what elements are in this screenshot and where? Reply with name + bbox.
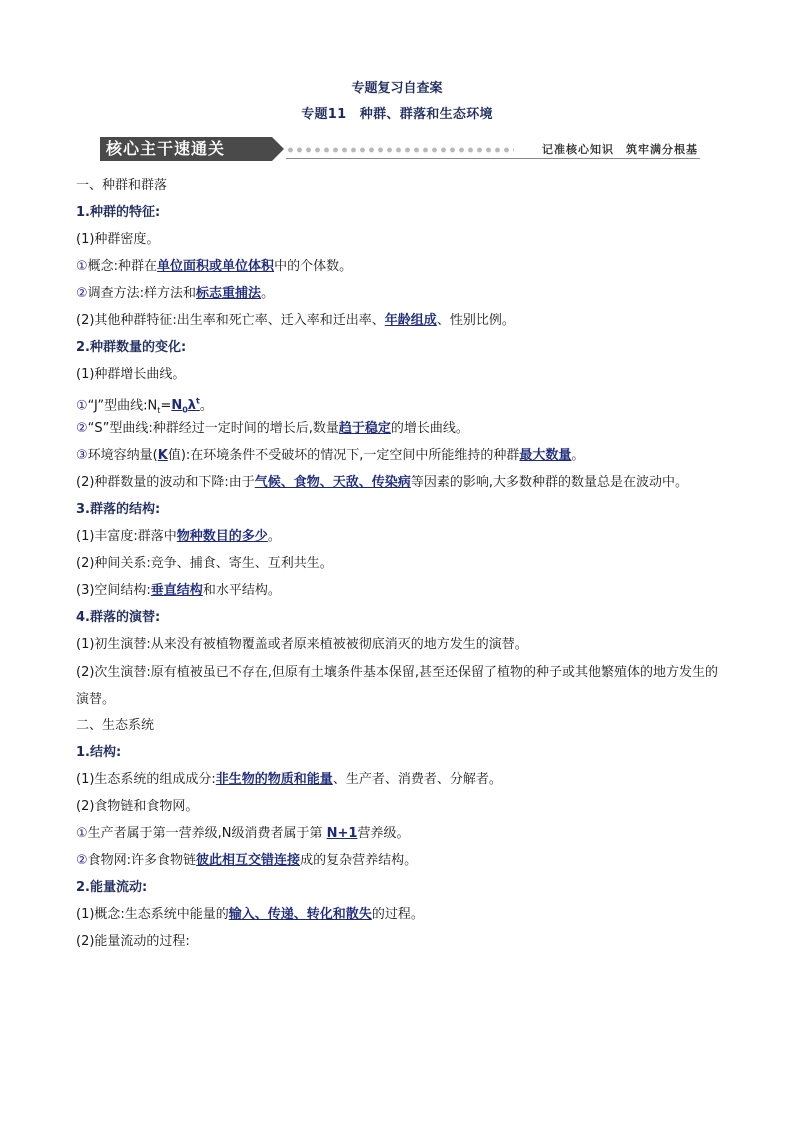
text-segment: (1)概念:生态系统中能量的 — [76, 907, 229, 922]
section-banner — [100, 137, 700, 161]
text-segment: 等因素的影响,大多数种群的数量总是在波动中。 — [410, 475, 688, 490]
answer-blank — [171, 398, 200, 413]
subsection-heading: 4.群落的演替: — [76, 610, 161, 625]
text-line — [76, 473, 726, 500]
text-segment: (2)其他种群特征:出生率和死亡率、迁入率和迁出率、 — [76, 313, 385, 328]
banner-underline — [286, 158, 700, 159]
formula-part: N — [171, 398, 183, 414]
answer-blank: 垂直结构 — [150, 583, 203, 598]
answer-blank: 输入、传递、转化和散失 — [228, 907, 372, 922]
subscript: 0 — [182, 405, 188, 415]
text-line: (2)种间关系:竞争、捕食、寄生、互利共生。 — [76, 556, 333, 571]
text-segment: 、生产者、消费者、分解者。 — [332, 772, 502, 787]
list-marker: ① — [76, 398, 88, 414]
text-segment: (2)种群数量的波动和下降:由于 — [76, 475, 255, 490]
subsection-heading: 2.能量流动: — [76, 880, 148, 895]
page-title: 专题复习自查案 — [351, 81, 443, 96]
banner-slogan: 记准核心知识 筑牢满分根基 — [542, 143, 698, 156]
text-line — [76, 446, 726, 473]
document-body — [76, 176, 726, 959]
text-segment: 的过程。 — [371, 907, 424, 922]
text-segment: “S”型曲线:种群经过一定时间的增长后,数量 — [87, 421, 339, 436]
text-line: (2)次生演替:原有植被虽已不存在,但原有土壤条件基本保留,甚至还保留了植物的种子或其他繁殖体的地方发生的演替。 — [76, 665, 719, 707]
section-heading: 二、生态系统 — [76, 718, 155, 733]
text-line: (2)能量流动的过程: — [76, 934, 190, 949]
list-marker: ② — [76, 286, 88, 301]
text-line — [76, 770, 726, 797]
text-segment: 食物网:许多食物链 — [87, 853, 197, 868]
list-marker: ② — [76, 853, 88, 868]
answer-blank: 气候、食物、天敌、传染病 — [254, 475, 411, 490]
text-line — [76, 905, 726, 932]
text-line — [76, 581, 726, 608]
answer-blank: 彼此相互交错连接 — [196, 853, 301, 868]
text-segment: 的增长曲线。 — [390, 421, 469, 436]
text-segment: = — [160, 398, 172, 414]
answer-blank: 最大数量 — [519, 448, 572, 463]
superscript: t — [196, 397, 200, 406]
text-segment: 生产者属于第一营养级,N级消费者属于第 — [87, 826, 327, 841]
text-segment: 和水平结构。 — [202, 583, 281, 598]
answer-blank: 趋于稳定 — [338, 421, 391, 436]
text-segment: 、性别比例。 — [436, 313, 515, 328]
text-line — [76, 824, 726, 851]
text-segment: 。 — [267, 529, 281, 544]
banner-label: 核心主干速通关 — [100, 137, 272, 161]
text-segment: 环境容纳量( — [87, 448, 158, 463]
text-line: (2)食物链和食物网。 — [76, 799, 199, 814]
text-line — [76, 284, 726, 311]
text-segment: 营养级。 — [357, 826, 410, 841]
text-segment: “J”型曲线:N — [87, 398, 158, 414]
text-line — [76, 392, 726, 419]
text-line: (1)种群密度。 — [76, 232, 160, 247]
subsection-heading: 2.种群数量的变化: — [76, 340, 187, 355]
subsection-heading: 3.群落的结构: — [76, 502, 161, 517]
text-segment: (1)生态系统的组成成分: — [76, 772, 216, 787]
formula-part: λ — [187, 398, 197, 414]
subsection-heading: 1.结构: — [76, 745, 122, 760]
text-line — [76, 527, 726, 554]
text-segment: 值):在环境条件不受破坏的情况下,一定空间中所能维持的种群 — [167, 448, 520, 463]
answer-blank: 物种数目的多少 — [176, 529, 268, 544]
text-line — [76, 419, 726, 446]
answer-blank: 标志重捕法 — [196, 286, 262, 301]
answer-blank: N+1 — [326, 826, 358, 841]
text-segment: 。 — [199, 398, 213, 414]
answer-blank: 非生物的物质和能量 — [215, 772, 333, 787]
banner-arrow-icon — [272, 137, 284, 161]
list-marker: ① — [76, 259, 88, 274]
text-line — [76, 257, 726, 284]
list-marker: ③ — [76, 448, 88, 463]
text-segment: 概念:种群在 — [87, 259, 158, 274]
answer-blank: 单位面积或单位体积 — [157, 259, 275, 274]
text-line: (1)初生演替:从来没有被植物覆盖或者原来植被被彻底消灭的地方发生的演替。 — [76, 637, 528, 652]
answer-blank: K — [157, 448, 168, 463]
text-segment: 成的复杂营养结构。 — [300, 853, 418, 868]
text-line — [76, 851, 726, 878]
text-segment: (3)空间结构: — [76, 583, 151, 598]
text-segment: 。 — [261, 286, 275, 301]
text-line — [76, 311, 726, 338]
section-heading: 一、种群和群落 — [76, 178, 168, 193]
text-line: (1)种群增长曲线。 — [76, 367, 186, 382]
answer-blank: 年龄组成 — [384, 313, 437, 328]
text-segment: 。 — [571, 448, 585, 463]
text-segment: 中的个体数。 — [274, 259, 353, 274]
subsection-heading: 1.种群的特征: — [76, 205, 161, 220]
page-subtitle: 专题11 种群、群落和生态环境 — [301, 107, 493, 122]
text-segment: 调查方法:样方法和 — [87, 286, 197, 301]
banner-dots-divider — [286, 146, 514, 154]
subscript: t — [157, 405, 161, 415]
list-marker: ② — [76, 421, 88, 436]
text-segment: (1)丰富度:群落中 — [76, 529, 177, 544]
list-marker: ① — [76, 826, 88, 841]
